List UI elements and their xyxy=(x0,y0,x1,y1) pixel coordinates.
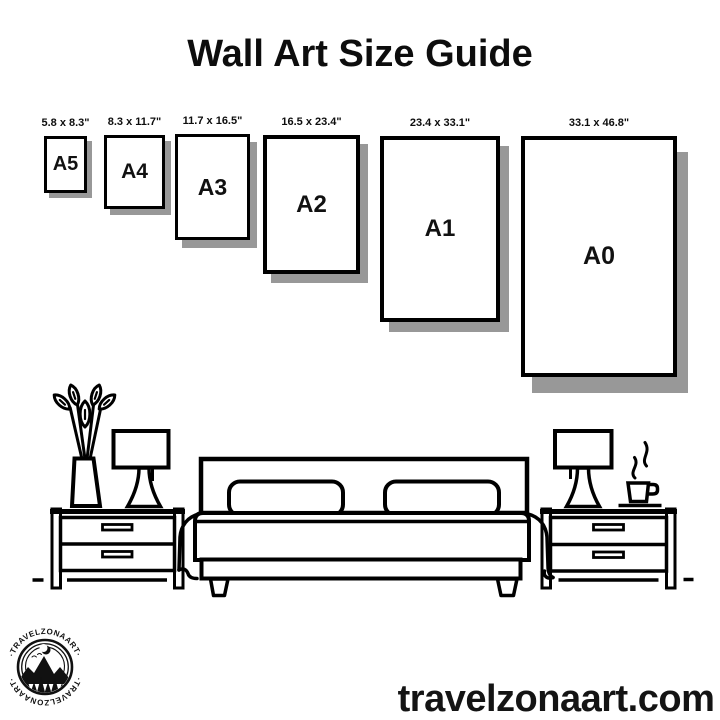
drawer-handle-icon xyxy=(103,525,133,531)
frame-a1-dimensions: 23.4 x 33.1" xyxy=(409,117,471,129)
bed-leg xyxy=(211,579,229,596)
coffee-cup-icon xyxy=(619,443,662,506)
drawer-handle-icon xyxy=(594,552,624,558)
frame-a0 xyxy=(521,136,677,377)
page-title: Wall Art Size Guide xyxy=(187,33,533,75)
vase-plant-icon xyxy=(51,384,117,506)
brand-logo xyxy=(4,626,86,708)
pillow-icon xyxy=(385,482,499,516)
frame-a3-dimensions: 11.7 x 16.5" xyxy=(182,115,243,127)
frame-a4 xyxy=(104,135,165,209)
table-lamp-right-icon xyxy=(555,431,612,507)
steam-icon xyxy=(633,443,647,479)
frame-a5 xyxy=(44,136,87,193)
frame-a4-dimensions: 8.3 x 11.7" xyxy=(107,116,162,128)
frame-a3-label: A3 xyxy=(197,173,228,200)
drawer-handle-icon xyxy=(594,525,624,531)
nightstand-left-icon xyxy=(50,509,185,588)
frame-a2 xyxy=(263,135,360,274)
bed-icon xyxy=(179,459,553,596)
nightstand-right-icon xyxy=(540,509,677,588)
pillow-icon xyxy=(229,482,343,516)
frame-a1-label: A1 xyxy=(424,215,456,242)
frame-a5-label: A5 xyxy=(52,153,79,175)
logo-text-bottom: ·TRAVELZONAART· xyxy=(6,676,84,708)
bed-base xyxy=(202,560,521,579)
frame-a2-dimensions: 16.5 x 23.4" xyxy=(281,116,342,128)
frame-a5-dimensions: 5.8 x 8.3" xyxy=(41,117,90,129)
table-lamp-left-icon xyxy=(114,431,169,507)
website-url: travelzonaart.com xyxy=(397,678,715,720)
frame-a2-label: A2 xyxy=(296,190,327,218)
drawer-handle-icon xyxy=(103,552,133,558)
logo-text-top: ·TRAVELZONAART· xyxy=(6,626,84,658)
frame-a0-dimensions: 33.1 x 46.8" xyxy=(568,117,630,129)
frame-a1 xyxy=(380,136,500,322)
bed-leg xyxy=(498,579,518,596)
bedroom-illustration xyxy=(0,380,720,605)
frame-a0-label: A0 xyxy=(583,242,615,270)
frame-a3 xyxy=(175,134,250,240)
frame-a4-label: A4 xyxy=(121,160,148,183)
